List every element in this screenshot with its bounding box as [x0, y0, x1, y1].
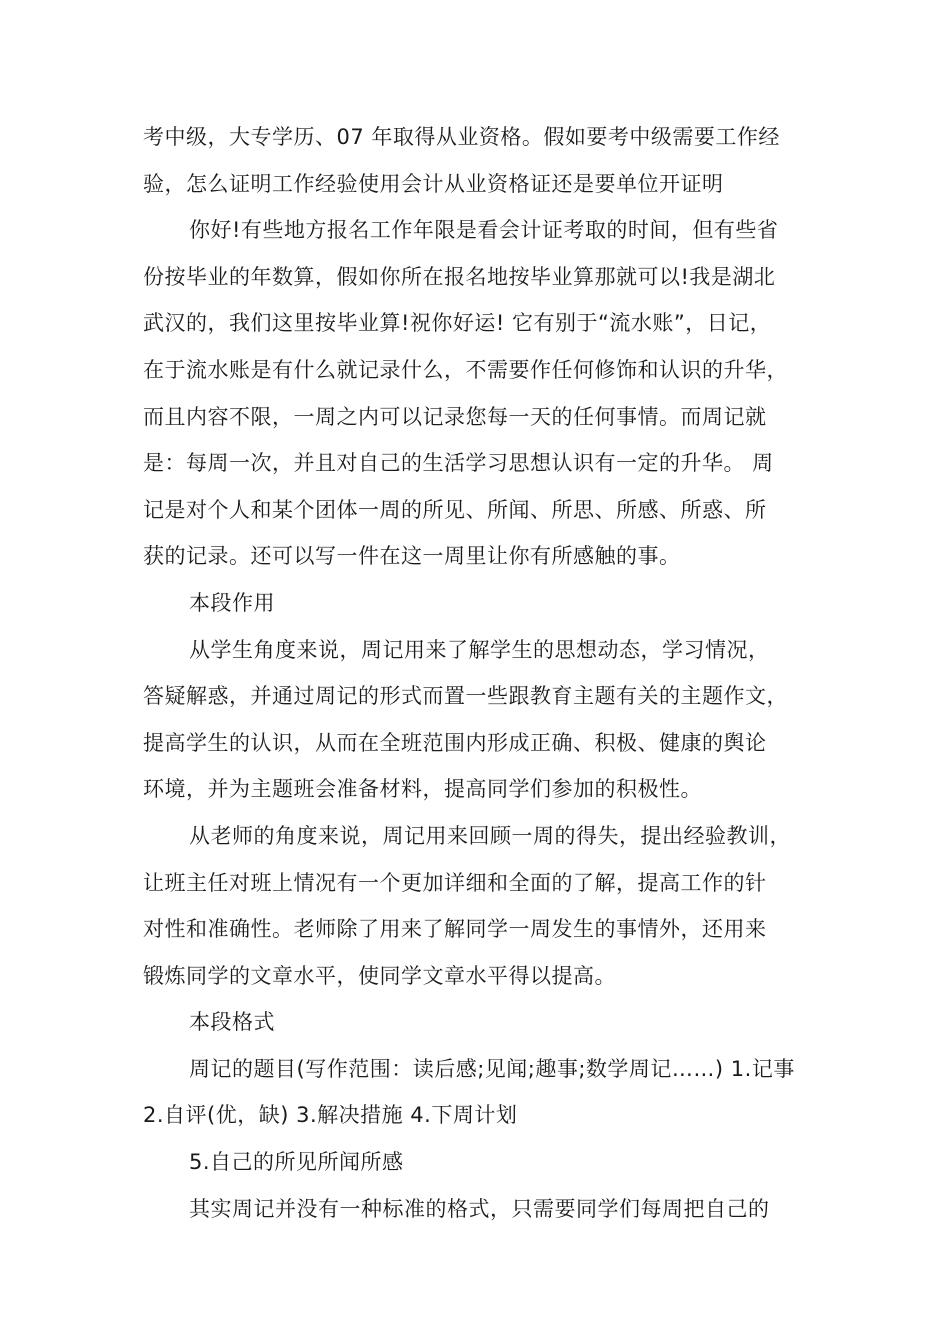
text-line: 让班主任对班上情况有一个更加详细和全面的了解，提高工作的针: [143, 870, 767, 895]
text-line: 锻炼同学的文章水平，使同学文章水平得以提高。: [143, 963, 616, 988]
text-line: 份按毕业的年数算，假如你所在报名地按毕业算那就可以!我是湖北: [143, 264, 776, 289]
text-line: 从老师的角度来说，周记用来回顾一周的得失，提出经验教训，: [189, 823, 791, 848]
text-line: 获的记录。还可以写一件在这一周里让你有所感触的事。: [143, 544, 681, 569]
section-heading: 本段作用: [189, 590, 275, 615]
text-line: 对性和准确性。老师除了用来了解同学一周发生的事情外，还用来: [143, 917, 767, 942]
text-line: 提高学生的认识，从而在全班范围内形成正确、积极、健康的舆论: [143, 730, 767, 755]
text-line: 环境，并为主题班会准备材料，提高同学们参加的积极性。: [143, 777, 702, 802]
text-line: 其实周记并没有一种标准的格式，只需要同学们每周把自己的: [189, 1196, 770, 1221]
text-line: 而且内容不限，一周之内可以记录您每一天的任何事情。而周记就: [143, 404, 767, 429]
text-line: 在于流水账是有什么就记录什么，不需要作任何修饰和认识的升华，: [143, 357, 788, 382]
text-line: 考中级，大专学历、07 年取得从业资格。假如要考中级需要工作经: [143, 125, 780, 149]
text-line: 答疑解惑，并通过周记的形式而置一些跟教育主题有关的主题作文，: [143, 684, 788, 709]
text-line: 验，怎么证明工作经验使用会计从业资格证还是要单位开证明: [143, 171, 724, 196]
text-line: 2.自评(优，缺) 3.解决措施 4.下周计划: [143, 1103, 518, 1128]
text-line: 你好!有些地方报名工作年限是看会计证考取的时间，但有些省: [189, 218, 779, 243]
text-line: 从学生角度来说，周记用来了解学生的思想动态，学习情况，: [189, 637, 770, 662]
text-line: 武汉的，我们这里按毕业算!祝你好运! 它有别于“流水账”，日记，: [143, 311, 772, 336]
text-line: 周记的题目(写作范围：读后感;见闻;趣事;数学周记……) 1.记事: [189, 1056, 795, 1081]
document-body: [143, 114, 823, 1232]
text-line: 5.自己的所见所闻所感: [189, 1150, 404, 1175]
text-line: 记是对个人和某个团体一周的所见、所闻、所思、所感、所惑、所: [143, 497, 767, 522]
text-line: 是：每周一次，并且对自己的生活学习思想认识有一定的升华。 周: [143, 451, 774, 476]
section-heading: 本段格式: [189, 1010, 275, 1035]
